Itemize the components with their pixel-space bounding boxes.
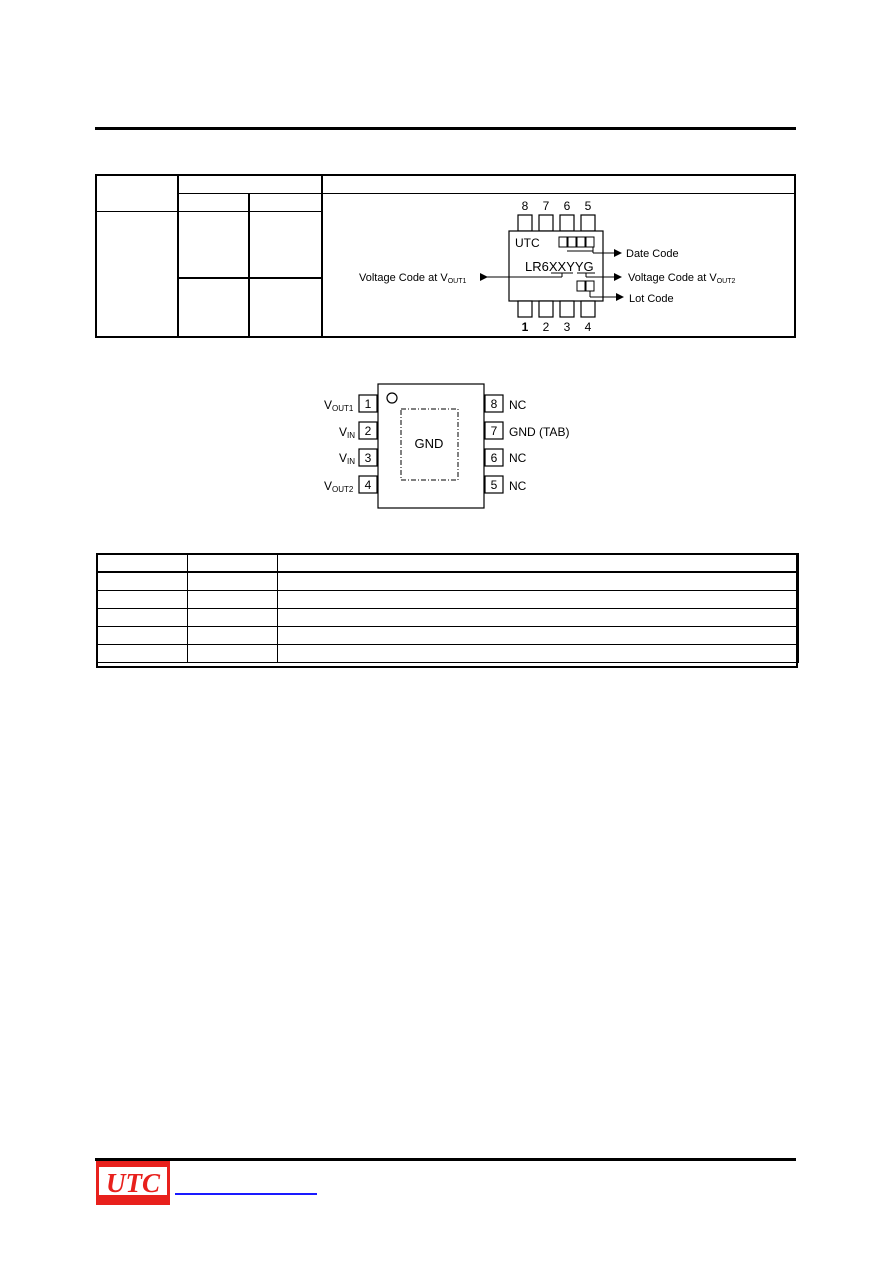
marking-voltage-left-label: Voltage Code at VOUT1 [359, 272, 467, 285]
pin-2-name: VIN [339, 425, 356, 440]
pin-4-name: VOUT2 [324, 479, 354, 494]
pin-8-name: NC [509, 398, 527, 412]
footer-rule [95, 1158, 796, 1161]
table-row [98, 591, 799, 609]
marking-bottom-pin-2: 2 [542, 320, 550, 334]
table-row [98, 554, 799, 573]
pin-1-name: VOUT1 [324, 398, 354, 413]
marking-bottom-pad [539, 301, 553, 317]
marking-bottom-pad [518, 301, 532, 317]
svg-text:8: 8 [490, 397, 498, 411]
svg-text:5: 5 [490, 478, 498, 492]
svg-text:7: 7 [490, 424, 498, 438]
marking-bottom-pin-4: 4 [584, 320, 592, 334]
svg-text:1: 1 [364, 397, 372, 411]
marking-bottom-pad [560, 301, 574, 317]
table-row [98, 645, 799, 663]
svg-text:3: 3 [364, 451, 372, 465]
marking-part-code: LR6XXYYG [525, 259, 594, 274]
marking-date-code-label: Date Code [626, 248, 679, 260]
header-rule [95, 127, 796, 130]
pad-label: GND [414, 436, 444, 451]
svg-text:2: 2 [364, 424, 372, 438]
marking-bottom-pad [581, 301, 595, 317]
marking-bottom-pin-3: 3 [563, 320, 571, 334]
table-row [98, 609, 799, 627]
marking-diagram [323, 195, 795, 337]
utc-logo-text: UTC [106, 1167, 160, 1198]
marking-top-pin-8: 8 [521, 199, 529, 213]
svg-text:4: 4 [364, 478, 372, 492]
marking-top-pin-6: 6 [563, 199, 571, 213]
footer-website-link[interactable] [175, 1193, 317, 1195]
svg-text:6: 6 [490, 451, 498, 465]
marking-brand: UTC [515, 236, 540, 250]
table-row [98, 627, 799, 645]
pin1-indicator [387, 393, 397, 403]
utc-logo [96, 1161, 170, 1205]
marking-top-pad [560, 215, 574, 231]
marking-top-pin-7: 7 [542, 199, 550, 213]
marking-top-pad [581, 215, 595, 231]
marking-lot-code-label: Lot Code [629, 293, 674, 305]
pin-description-table [97, 553, 799, 663]
marking-voltage-right-label: Voltage Code at VOUT2 [628, 272, 736, 285]
marking-top-pad [539, 215, 553, 231]
marking-bottom-pin-1: 1 [521, 320, 529, 334]
marking-top-pad [518, 215, 532, 231]
pin-3-name: VIN [339, 451, 356, 466]
pin-configuration-diagram [300, 378, 600, 514]
pin-5-name: NC [509, 479, 527, 493]
table-row [98, 572, 799, 591]
pin-7-name: GND (TAB) [509, 425, 570, 439]
marking-top-pin-5: 5 [584, 199, 592, 213]
pin-6-name: NC [509, 451, 527, 465]
